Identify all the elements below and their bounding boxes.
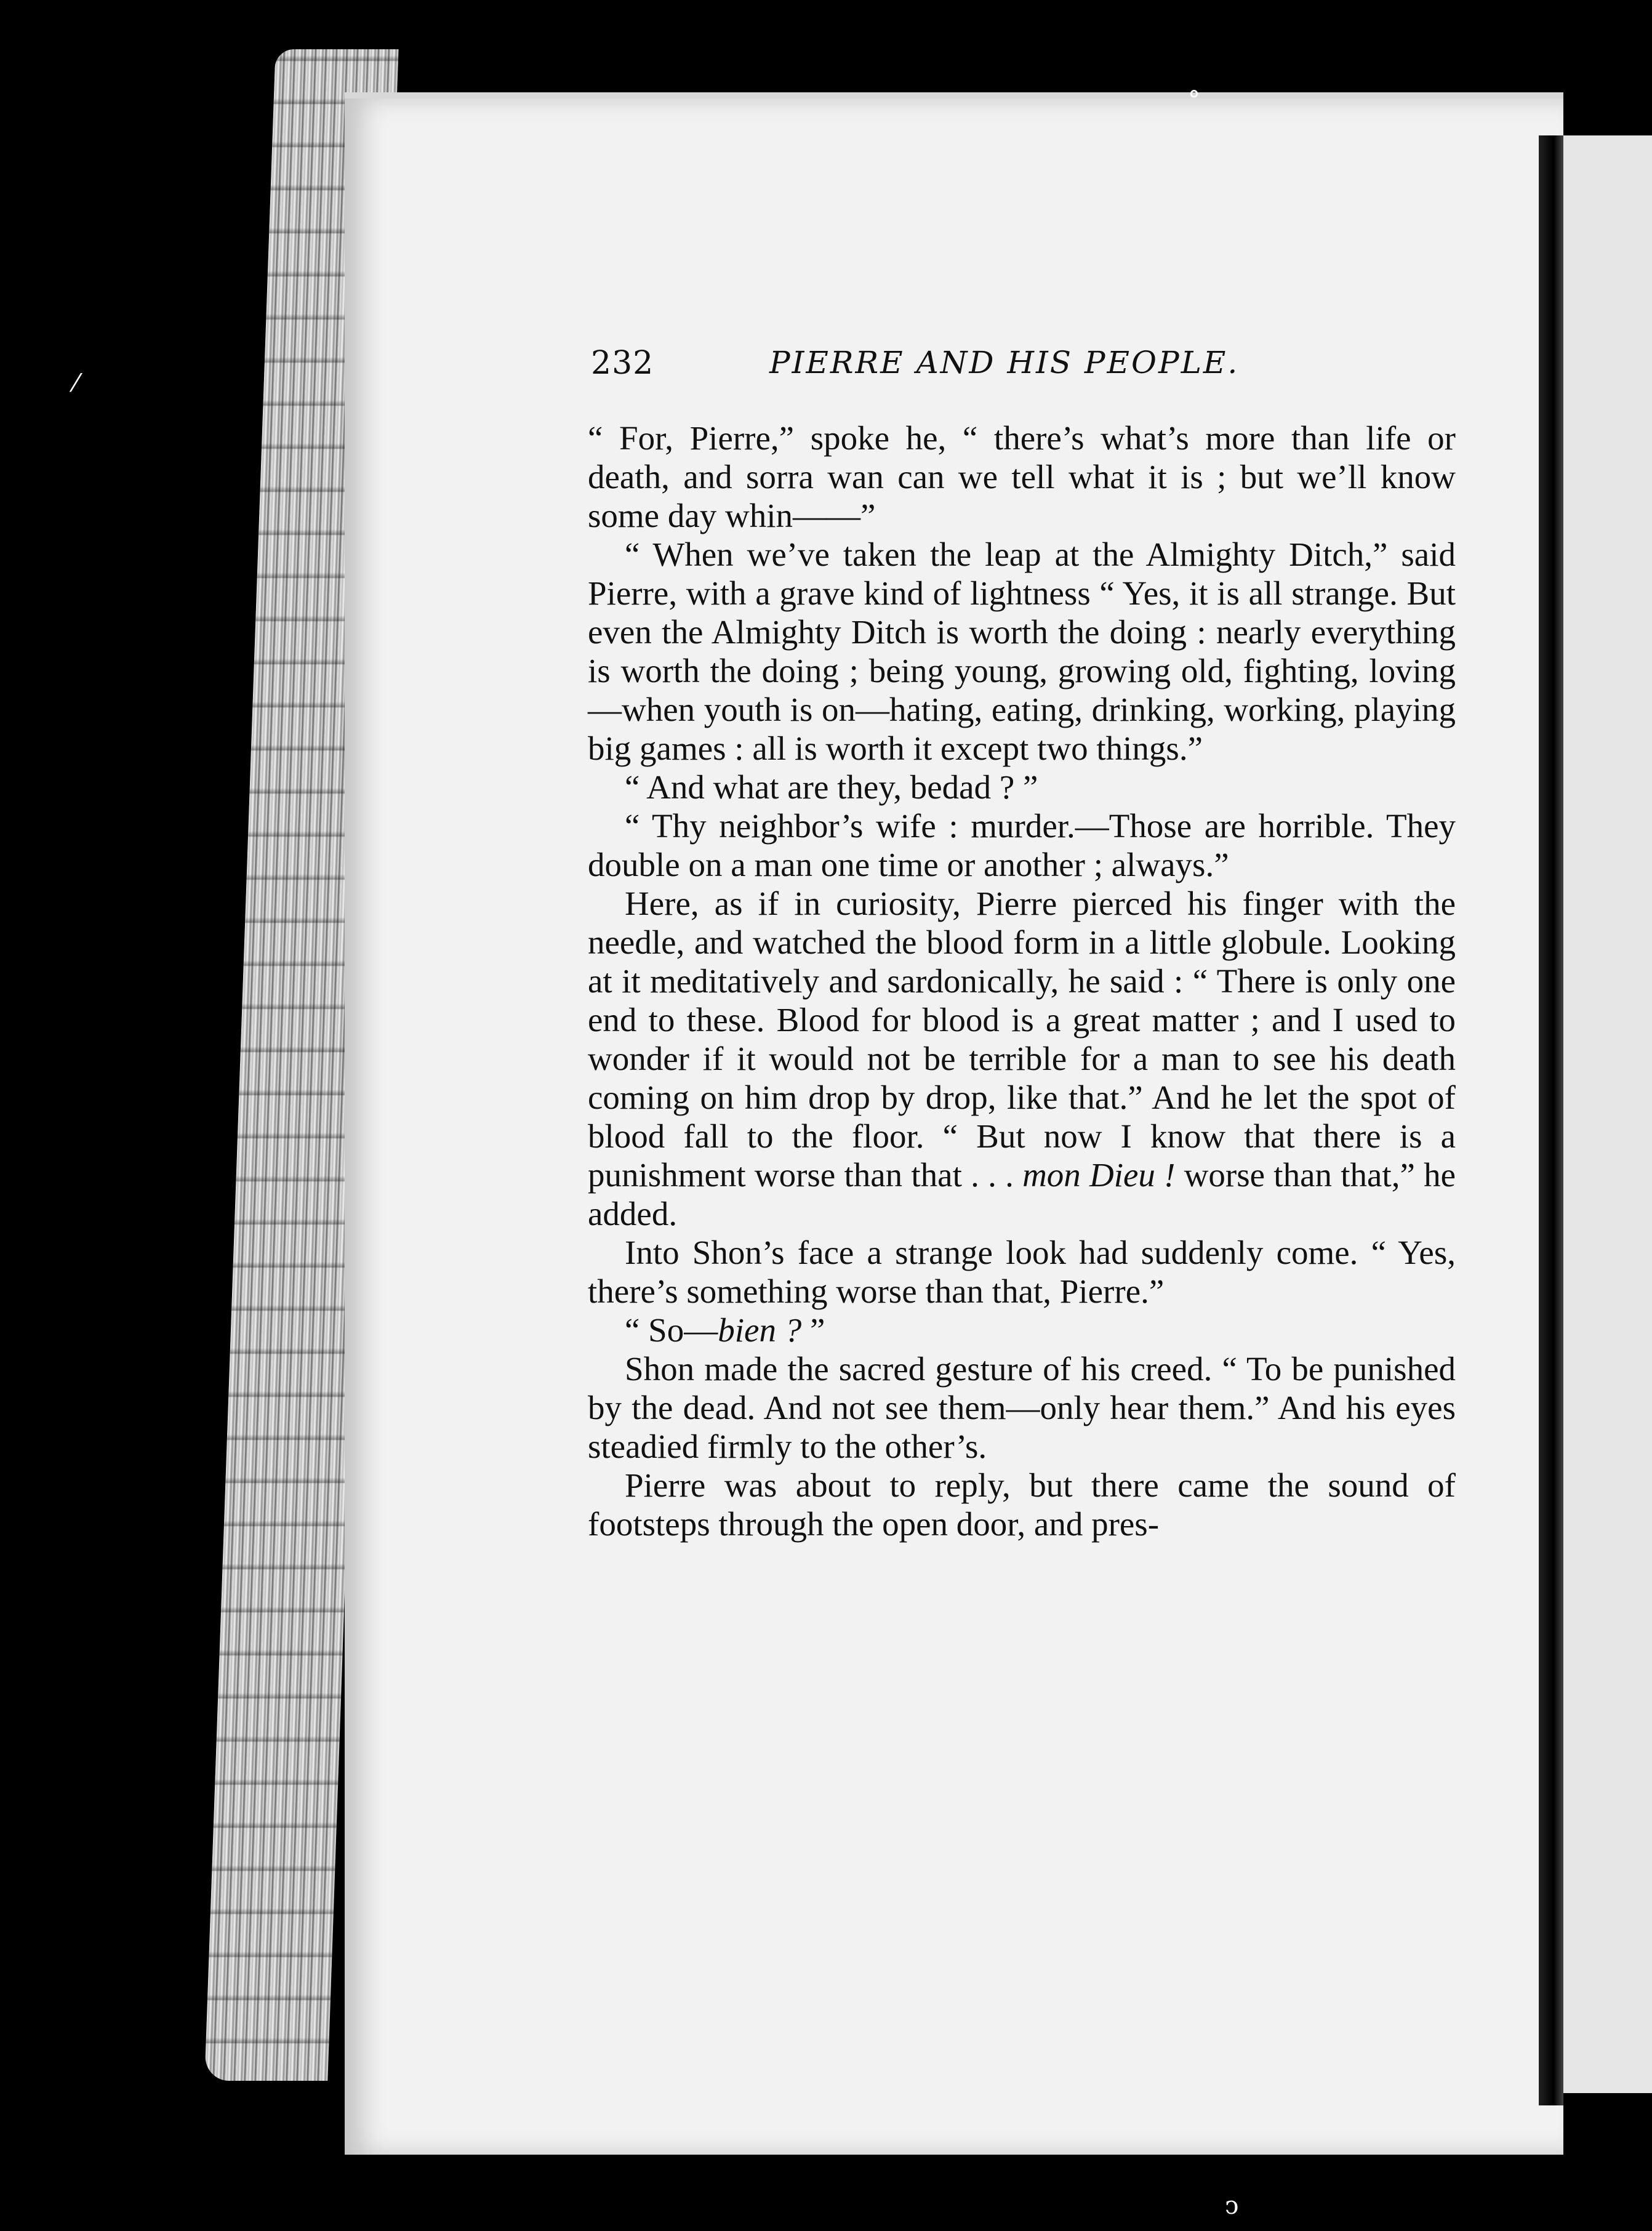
- paragraph: [588, 1466, 1456, 1543]
- text-run: “ So—: [625, 1311, 718, 1349]
- text-run: worse than that,” he added.: [588, 1156, 1456, 1232]
- text-run: “ Thy neighbor’s wife : murder.—Those are horrible. They double on a man one time or another ; always.”: [588, 807, 1456, 883]
- text-run: Here, as if in curiosity, Pierre pierced his finger with the needle, and watched the blood form in a little globule. Looking at it meditatively and sardonically, he said : “ There is only one end to these. Blood for blood is a great matter ; and I used to wonder if it would not be terrible for a man to see his death coming on him drop by drop, like that.” And he let the spot of blood fall to the floor. “ But now I know that there is a punishment worse than that . . .: [588, 885, 1456, 1194]
- paragraph: [588, 1233, 1456, 1311]
- paragraph: [588, 419, 1456, 535]
- text-run: “ For, Pierre,” spoke he, “ there’s what’s more than life or death, and sorra wan can we tell what it is ; but we’ll know some day whin——”: [588, 419, 1456, 534]
- text-run: “ When we’ve taken the leap at the Almighty Ditch,” said Pierre, with a grave kind of lightness “ Yes, it is all strange. But even the Almighty Ditch is worth the doing : nearly everything is worth the doing ; being young, growing old, fighting, loving —when youth is on—hating, eating, drinking, working, playing big games : all is worth it except two things.”: [588, 536, 1456, 767]
- text-run: Into Shon’s face a strange look had suddenly come. “ Yes, there’s something worse than that, Pierre.”: [588, 1234, 1456, 1310]
- dust-speck: ↄ: [1225, 2192, 1239, 2220]
- running-head: [591, 345, 1453, 394]
- text-run: Shon made the sacred gesture of his creed. “ To be punished by the dead. And not see them—only hear them.” And his eyes steadied firmly to the other’s.: [588, 1350, 1456, 1465]
- text-run: Pierre was about to reply, but there came the sound of footsteps through the open door, and pres-: [588, 1466, 1456, 1543]
- italic-text-run: mon Dieu !: [1022, 1156, 1176, 1194]
- paragraph: [588, 1349, 1456, 1466]
- paragraph: [588, 884, 1456, 1233]
- adjacent-page-edge: [1563, 135, 1652, 2093]
- page-number: 232: [591, 345, 654, 382]
- italic-text-run: bien ?: [718, 1311, 802, 1349]
- dust-speck: ⁄: [74, 369, 78, 398]
- text-run: “ And what are they, bedad ? ”: [625, 768, 1038, 806]
- paragraph: [588, 806, 1456, 884]
- body-text: [588, 419, 1456, 1543]
- text-run: ”: [801, 1311, 825, 1349]
- paragraph: [588, 1311, 1456, 1349]
- gutter-fold: [1539, 135, 1563, 2105]
- paragraph: [588, 535, 1456, 768]
- paragraph: [588, 768, 1456, 806]
- running-title: PIERRE AND HIS PEOPLE.: [769, 345, 1240, 380]
- dust-speck: °: [1188, 86, 1200, 115]
